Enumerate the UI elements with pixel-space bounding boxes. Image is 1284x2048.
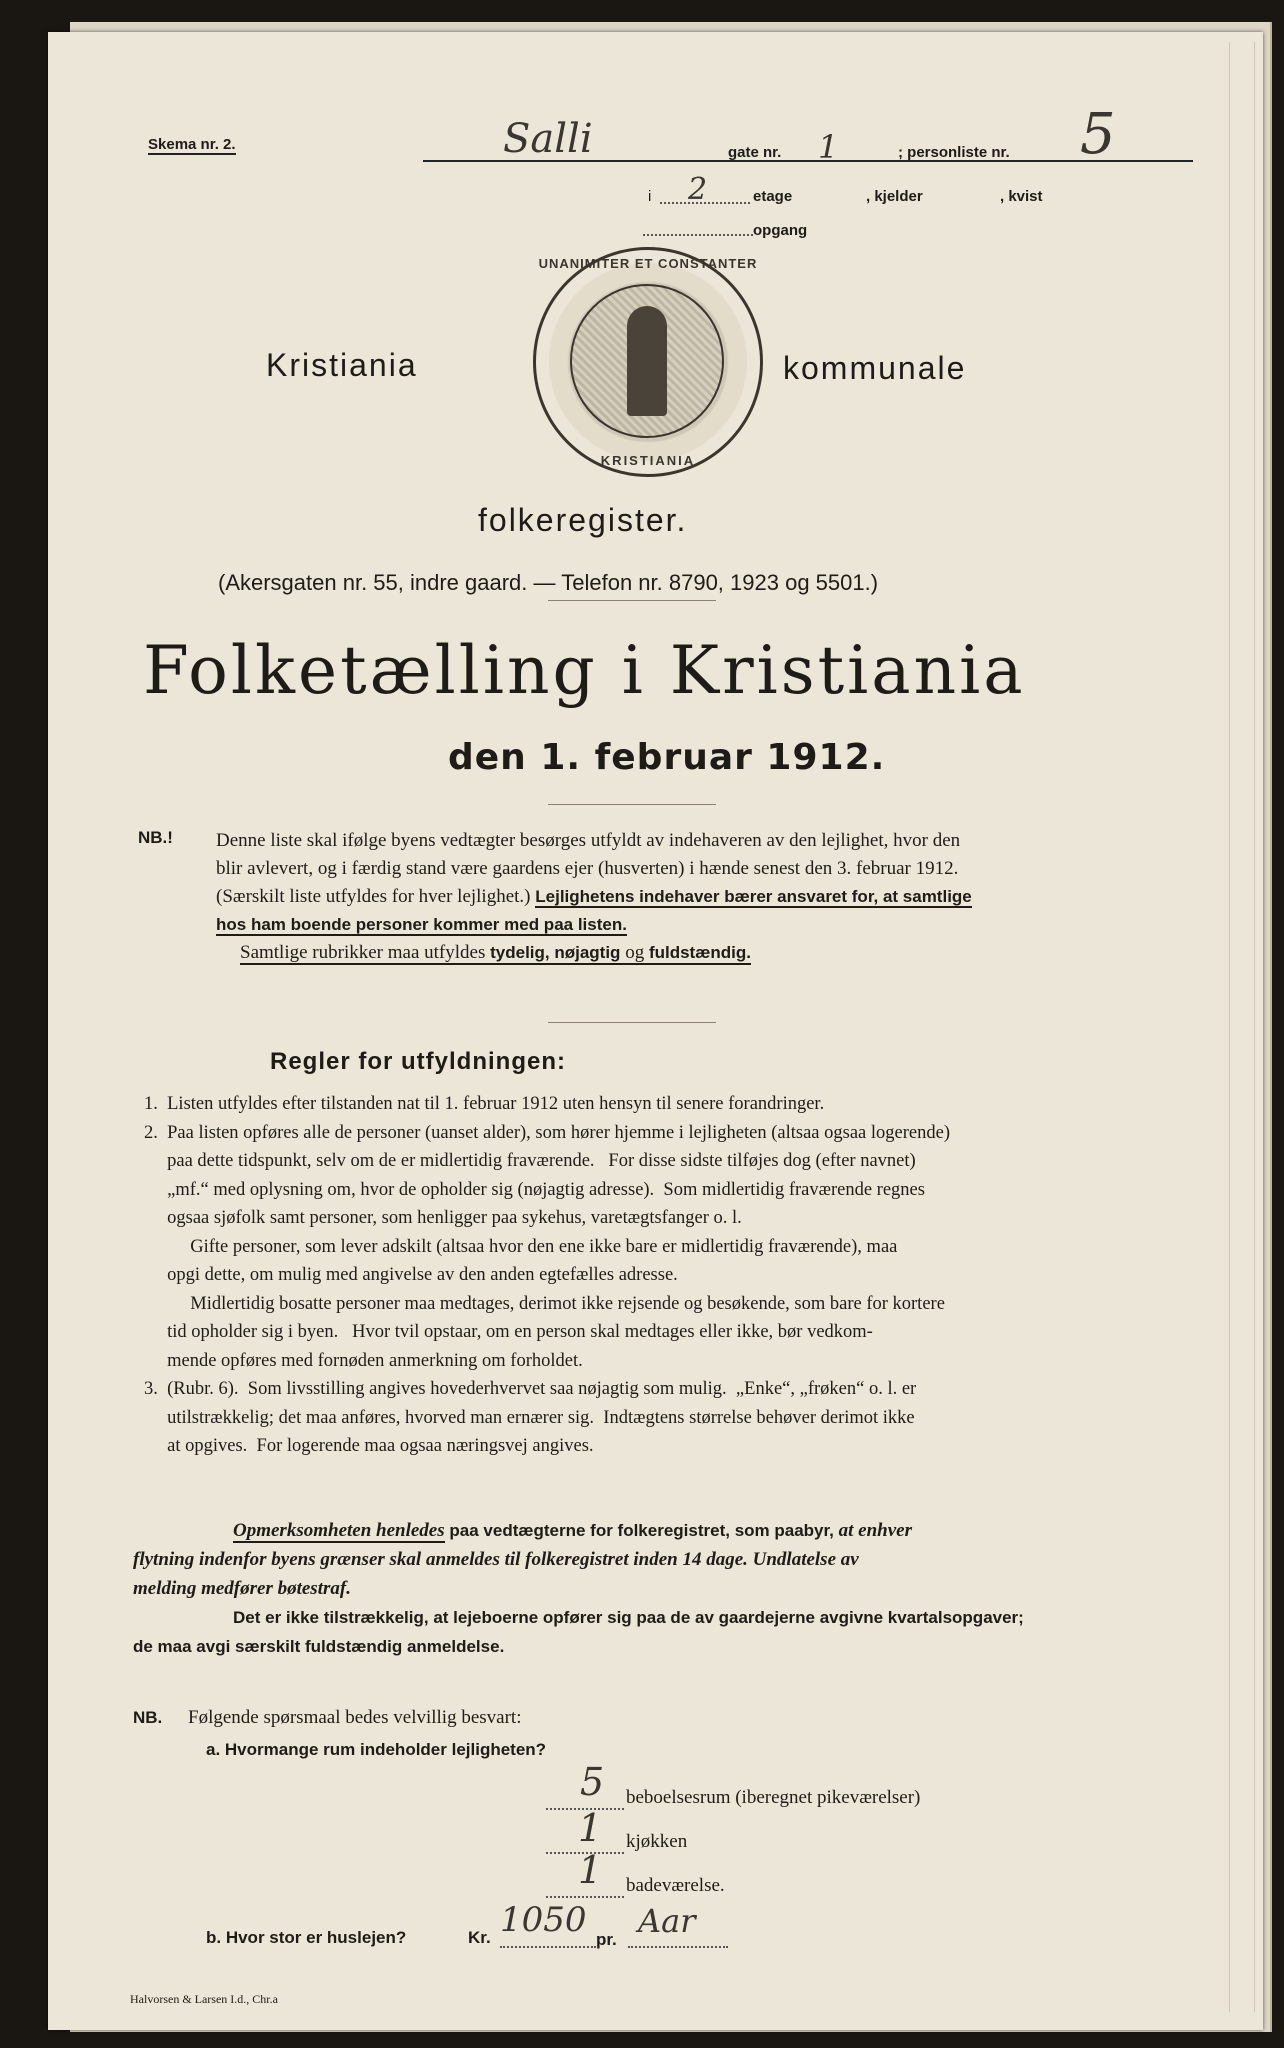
notice-line-2: flytning indenfor byens grænser skal anmeldes til folkeregistret inden 14 dage. Undlatelse av <box>133 1549 859 1570</box>
census-form <box>48 32 1263 2030</box>
rules-heading: Regler for utfyldningen: <box>270 1048 566 1075</box>
period-handwritten: Aar <box>638 1902 696 1940</box>
printer-credit: Halvorsen & Larsen I.d., Chr.a <box>130 1992 278 2006</box>
rules-list <box>144 1090 1194 1461</box>
nb-line-3 <box>216 883 1176 911</box>
rule-line: utilstrækkelig; det maa anføres, hvorved man ernærer sig. Indtægtens størrelse behøver derimot ikke <box>144 1407 915 1428</box>
notice-line-3: melding medfører bøtestraf. <box>133 1578 351 1599</box>
bath-field <box>546 1896 624 1898</box>
kjelder-label: , kjelder <box>866 188 923 205</box>
nb-line-1: Denne liste skal ifølge byens vedtægter besørges utfyldt av indehaveren av den lejlighet, hvor den <box>216 830 961 851</box>
rule-line: ogsaa sjøfolk samt personer, som henligger paa sykehus, varetægtsfanger o. l. <box>144 1208 742 1228</box>
schema-number: Skema nr. 2. <box>148 136 236 153</box>
nb-line-5c: og <box>625 942 645 963</box>
rooms-handwritten: 5 <box>580 1760 605 1804</box>
nb-line-3a: (Særskilt liste utfyldes for hver lejlighet.) <box>216 886 531 907</box>
bath-label: badeværelse. <box>626 1875 725 1896</box>
nb-line-2: blir avlevert, og i færdig stand være gaardens ejer (husverten) i hænde senest den 3. februar 1912. <box>216 858 959 879</box>
rule-line: 3. (Rubr. 6). Som livsstilling angives hovederhvervet saa nøjagtig som mulig. „Enke“, „frøken“ o. l. er <box>144 1379 917 1399</box>
question-a: a. Hvormange rum indeholder lejligheten? <box>206 1740 547 1759</box>
bath-handwritten: 1 <box>578 1848 603 1892</box>
kitchen-label: kjøkken <box>626 1831 688 1852</box>
questions-nb-label: NB. <box>133 1708 163 1727</box>
city-seal <box>533 247 763 477</box>
divider-2 <box>548 804 716 805</box>
rule-line: mende opføres med fornøden anmerkning om forholdet. <box>144 1350 583 1371</box>
pr-label: pr. <box>596 1930 617 1949</box>
seal-motto: UNANIMITER ET CONSTANTER <box>538 256 758 271</box>
questions-intro: Følgende spørsmaal bedes velvillig besvart: <box>188 1707 522 1728</box>
rent-field <box>500 1946 596 1948</box>
nb-line-5 <box>240 939 1176 967</box>
period-field <box>628 1946 728 1948</box>
notice-line-1b: paa vedtægterne for folkeregistret, som paabyr, <box>449 1521 834 1540</box>
opgang-field <box>643 234 753 236</box>
page-edge <box>1229 42 1255 2012</box>
nb-line-5b: tydelig, nøjagtig <box>490 943 621 962</box>
seal-city: KRISTIANIA <box>600 453 696 468</box>
rule-line: opgi dette, om mulig med angivelse av den anden egtefælles adresse. <box>144 1265 678 1285</box>
nb-line-5a: Samtlige rubrikker maa utfyldes <box>240 942 486 963</box>
divider-1 <box>548 600 716 601</box>
notice-line-4: Det er ikke tilstrækkelig, at lejeboerne opfører sig paa de av gaardejerne avgivne kvartalsopgaver; <box>233 1608 1024 1627</box>
rule-line: at opgives. For logerende maa ogsaa næringsvej angives. <box>144 1436 594 1456</box>
notice-line-1c: at enhver <box>838 1520 913 1541</box>
nb-line-4: hos ham boende personer kommer med paa listen. <box>216 915 627 934</box>
nb-line-4-wrap <box>216 911 1176 939</box>
rule-line: „mf.“ med oplysning om, hvor de opholder sig (nøjagtig adresse). Som midlertidig fraværende regnes <box>144 1179 925 1200</box>
title-left: Kristiania <box>266 347 418 383</box>
rule-line: 1. Listen utfyldes efter tilstanden nat til 1. februar 1912 uten hensyn til senere forandringer. <box>144 1094 825 1114</box>
address-line: (Akersgaten nr. 55, indre gaard. — Telefon nr. 8790, 1923 og 5501.) <box>218 570 879 595</box>
rule-line: tid opholder sig i byen. Hvor tvil opstaar, om en person skal medtages eller ikke, bør vedkom- <box>144 1322 873 1342</box>
etage-handwritten: 2 <box>688 172 708 207</box>
nb-line-5d: fuldstændig. <box>648 943 751 962</box>
notice-line-1 <box>133 1516 1213 1545</box>
divider-3 <box>548 1022 716 1023</box>
kr-label: Kr. <box>468 1928 491 1947</box>
question-b: b. Hvor stor er huslejen? <box>206 1928 407 1947</box>
rule-line: 2. Paa listen opføres alle de personer (uanset alder), som hører hjemme i lejligheten (altsaa ogsaa logerende) <box>144 1122 950 1143</box>
street-handwritten: Salli <box>503 116 593 162</box>
personliste-handwritten: 5 <box>1080 102 1116 167</box>
title-sub: folkeregister. <box>478 502 688 538</box>
nb-label: NB.! <box>138 828 173 847</box>
opgang-label: opgang <box>753 222 808 239</box>
i-label: i <box>648 188 652 205</box>
rule-line: paa dette tidspunkt, selv om de er midlertidig fraværende. For disse sidste tilføjes dog (efter navnet) <box>144 1151 916 1171</box>
rule-line: Midlertidig bosatte personer maa medtages, derimot ikke rejsende og besøkende, som bare for kortere <box>144 1293 945 1314</box>
nb-line-3b: Lejlighetens indehaver bærer ansvaret for, at samtlige <box>535 887 972 906</box>
rent-handwritten: 1050 <box>500 1900 587 1940</box>
main-title: Folketælling i Kristiania <box>143 632 1026 709</box>
gate-nr-handwritten: 1 <box>818 128 839 166</box>
notice-line-5: de maa avgi særskilt fuldstændig anmeldelse. <box>133 1637 505 1656</box>
etage-label: etage <box>753 188 793 205</box>
notice-lead: Opmerksomheten henledes <box>233 1520 445 1541</box>
gate-nr-label: gate nr. <box>728 144 782 161</box>
rooms-label: beboelsesrum (iberegnet pikeværelser) <box>626 1787 921 1808</box>
personliste-label: ; personliste nr. <box>898 144 1010 161</box>
rule-line: Gifte personer, som lever adskilt (altsaa hvor den ene ikke bare er midlertidig fraværende), maa <box>144 1236 898 1257</box>
kitchen-handwritten: 1 <box>578 1806 603 1850</box>
title-right: kommunale <box>783 350 967 386</box>
kvist-label: , kvist <box>1000 188 1043 205</box>
seal-emblem <box>570 284 724 438</box>
seal-figure <box>627 306 667 416</box>
census-date: den 1. februar 1912. <box>448 737 886 778</box>
